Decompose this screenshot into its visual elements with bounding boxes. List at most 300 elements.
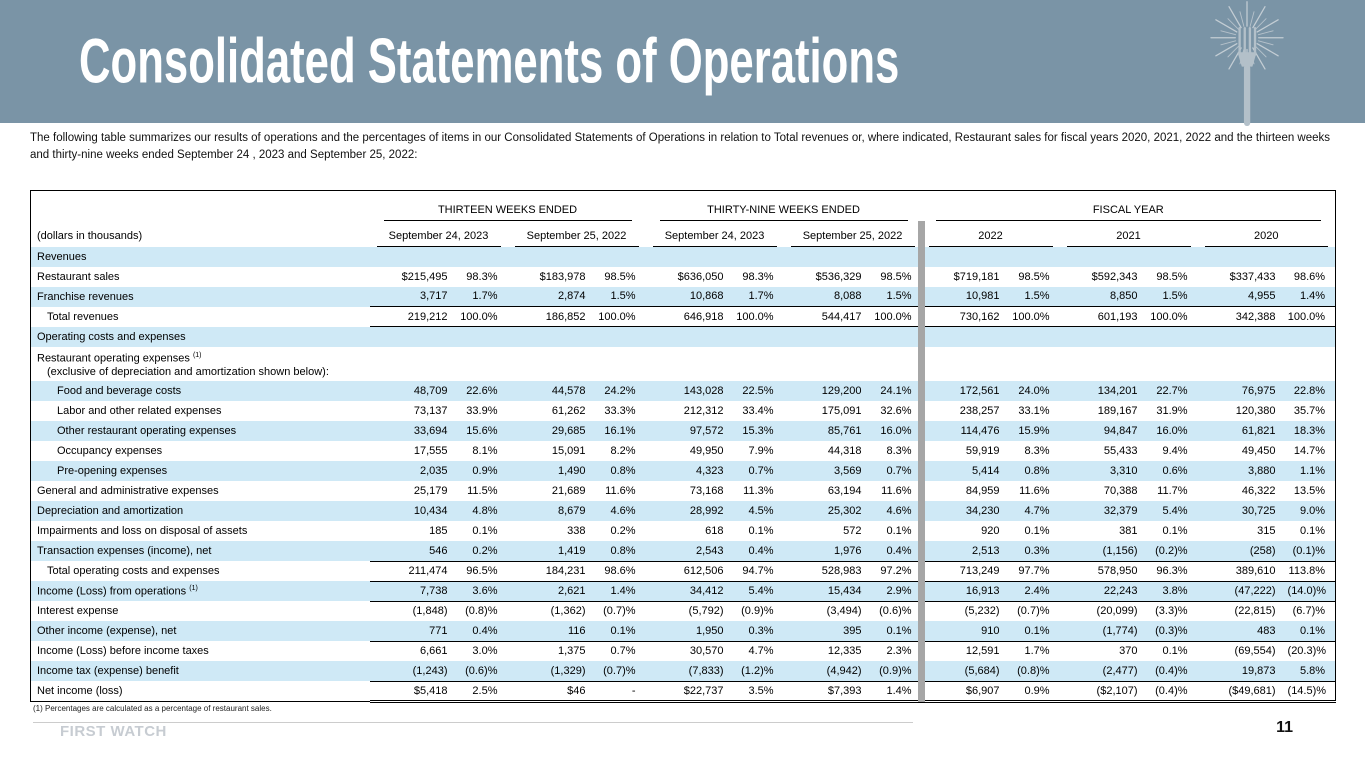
cell-value: 33.4% (742, 405, 774, 418)
cell-value: 8.3% (1024, 445, 1050, 458)
cell-value: 2,543 (646, 541, 732, 561)
cell-value: 100.0% (732, 307, 784, 327)
cell-value: 97.2% (870, 561, 922, 581)
cell-value: $46 (508, 681, 594, 701)
cell-value: (47,222) (1198, 581, 1284, 601)
cell-value: 33,694 (370, 421, 456, 441)
cell-value: 73,168 (689, 485, 724, 498)
row-label: Depreciation and amortization (31, 501, 370, 521)
cell-value: 15.3% (732, 421, 784, 441)
cell-value: 25,179 (413, 485, 448, 498)
cell-value: 342,388 (1198, 307, 1284, 327)
cell-value: 572 (843, 525, 862, 538)
cell-value: 0.1% (1284, 621, 1336, 641)
cell-value: (0.7)% (603, 605, 636, 618)
cell-value: 24.2% (594, 381, 646, 401)
cell-value: 22.6% (456, 381, 508, 401)
cell-value: 46,322 (1241, 485, 1276, 498)
cell-value: (5,792) (688, 605, 724, 618)
cell-value: 338 (567, 525, 586, 538)
cell-value: ($49,681) (1198, 681, 1284, 701)
table-row (31, 307, 1336, 327)
column-header: 2021 (1060, 221, 1198, 247)
cell-value: 9.0% (1284, 501, 1336, 521)
cell-value: 34,412 (646, 581, 732, 601)
cell-value: (0.2)% (1146, 541, 1198, 561)
cell-value: 100.0% (870, 307, 922, 327)
row-label: Other restaurant operating expenses (31, 421, 370, 441)
table-row (31, 561, 1336, 581)
cell-value: 1.5% (1146, 287, 1198, 307)
table-head (31, 191, 1336, 247)
cell-value: 0.2% (610, 525, 636, 538)
row-label: Income (Loss) before income taxes (37, 645, 209, 658)
cell-value: 97.7% (1008, 561, 1060, 581)
cell-value: 113.8% (1284, 561, 1336, 581)
cell-value: 4.6% (870, 501, 922, 521)
cell-value: 370 (1119, 645, 1138, 658)
cell-value: 910 (922, 621, 1008, 641)
cell-value: 1,419 (508, 541, 594, 561)
cell-value: 32,379 (1060, 501, 1146, 521)
cell-value: (0.9)% (870, 661, 922, 681)
cell-value: 13.5% (1293, 485, 1326, 498)
cell-value: $7,393 (784, 681, 870, 701)
cell-value: 730,162 (922, 307, 1008, 327)
cell-value: (1,329) (508, 661, 594, 681)
cell-value: 646,918 (646, 307, 732, 327)
cell-value: 2.4% (1008, 581, 1060, 601)
cell-value: 22.5% (732, 381, 784, 401)
cell-value: 612,506 (646, 561, 732, 581)
cell-value: 0.6% (1146, 461, 1198, 481)
cell-value: (1,848) (412, 605, 448, 618)
cell-value: 1,976 (784, 541, 870, 561)
row-label: Food and beverage costs (31, 381, 370, 401)
cell-value: 5.8% (1284, 661, 1336, 681)
cell-value: (7,833) (646, 661, 732, 681)
cell-value: 4,955 (1198, 287, 1284, 307)
cell-value: 1,375 (557, 645, 586, 658)
corner-cell (31, 191, 370, 221)
cell-value: 6,661 (419, 645, 448, 658)
group-header: THIRTEEN WEEKS ENDED (370, 191, 646, 221)
column-header-row (31, 221, 1336, 247)
cell-value: 98.5% (880, 270, 912, 283)
cell-value: (20,099) (1096, 605, 1138, 618)
section-row: Operating costs and expenses (31, 327, 1336, 347)
cell-value: 24.1% (870, 381, 922, 401)
cell-value: 0.1% (1162, 645, 1188, 658)
cell-value: 11.6% (1019, 485, 1050, 498)
cell-value: 0.1% (748, 525, 774, 538)
cell-value: 25,302 (784, 501, 870, 521)
cell-value: 1,950 (646, 621, 732, 641)
cell-value: 100.0% (1146, 307, 1198, 327)
cell-value: 10,868 (646, 287, 732, 307)
cell-value: (5,684) (922, 661, 1008, 681)
cell-value: $6,907 (922, 681, 1008, 701)
row-label: Transaction expenses (income), net (31, 541, 370, 561)
cell-value: 34,230 (922, 501, 1008, 521)
cell-value: (0.8)% (465, 605, 498, 618)
cell-value: 7,738 (370, 581, 456, 601)
cell-value: 2,035 (370, 461, 456, 481)
cell-value: 48,709 (370, 381, 456, 401)
cell-value: 5.4% (732, 581, 784, 601)
row-label: Impairments and loss on disposal of assets (37, 525, 248, 538)
page-title: Consolidated Statements of Operations (79, 26, 900, 98)
cell-value: 2.5% (456, 681, 508, 701)
cell-value: 16.0% (1146, 421, 1198, 441)
cell-value: 4.6% (594, 501, 646, 521)
cell-value: 0.4% (456, 621, 508, 641)
table-row (31, 481, 1336, 501)
cell-value: 544,417 (784, 307, 870, 327)
cell-value: 1.4% (594, 581, 646, 601)
cell-value: 33.3% (604, 405, 636, 418)
cell-value: 84,959 (965, 485, 1000, 498)
cell-value: 49,950 (689, 445, 724, 458)
cell-value: 94.7% (732, 561, 784, 581)
cell-value: 114,476 (922, 421, 1008, 441)
cell-value: $636,050 (677, 270, 724, 283)
cell-value: 0.3% (732, 621, 784, 641)
cell-value: 100.0% (1008, 307, 1060, 327)
cell-value: 2,621 (508, 581, 594, 601)
label-header: (dollars in thousands) (37, 229, 143, 242)
table-wrapper (30, 190, 1335, 703)
group-header: FISCAL YEAR (922, 191, 1336, 221)
cell-value: 0.7% (732, 461, 784, 481)
cell-value: 4.7% (748, 645, 774, 658)
footnote: (1) Percentages are calculated as a percentage of restaurant sales. (33, 704, 913, 723)
cell-value: 15.9% (1008, 421, 1060, 441)
cell-value: 3.8% (1146, 581, 1198, 601)
cell-value: 175,091 (821, 405, 862, 418)
cell-value: 4,323 (646, 461, 732, 481)
table-row (31, 661, 1336, 681)
cell-value: 100.0% (456, 307, 508, 327)
cell-value: 98.3% (466, 270, 498, 283)
cell-value: 11.5% (467, 485, 498, 498)
cell-value: 185 (429, 525, 448, 538)
statements-table (30, 190, 1336, 703)
cell-value: 28,992 (646, 501, 732, 521)
table-row (31, 267, 1336, 287)
cell-value: 546 (370, 541, 456, 561)
cell-value: 30,725 (1198, 501, 1284, 521)
cell-value: 22.8% (1284, 381, 1336, 401)
row-label: General and administrative expenses (37, 485, 219, 498)
table-row (31, 287, 1336, 307)
cell-value: 0.2% (456, 541, 508, 561)
table-row (31, 501, 1336, 521)
cell-value: (1,774) (1060, 621, 1146, 641)
cell-value: 3.6% (456, 581, 508, 601)
cell-value: 33.9% (466, 405, 498, 418)
cell-value: 1.4% (870, 681, 922, 701)
cell-value: 12,335 (827, 645, 862, 658)
period-divider-bar (918, 221, 925, 702)
cell-value: (0.8)% (1008, 661, 1060, 681)
cell-value: 100.0% (1284, 307, 1336, 327)
cell-value: 0.8% (594, 541, 646, 561)
cell-value: 143,028 (646, 381, 732, 401)
cell-value: 1.7% (456, 287, 508, 307)
cell-value: 0.1% (1299, 525, 1326, 538)
cell-value: 0.4% (870, 541, 922, 561)
cell-value: 76,975 (1198, 381, 1284, 401)
cell-value: (6.7)% (1292, 605, 1326, 618)
cell-value: 129,200 (784, 381, 870, 401)
group-header-row (31, 191, 1336, 221)
brand-logo: FIRST WATCH (60, 723, 167, 740)
cell-value: 5,414 (922, 461, 1008, 481)
cell-value: (14.5)% (1284, 681, 1336, 701)
cell-value: 98.5% (604, 270, 636, 283)
table-row (31, 461, 1336, 481)
cell-value: 15.6% (456, 421, 508, 441)
section-row: Revenues (31, 247, 1336, 267)
cell-value: (69,554) (1234, 645, 1276, 658)
cell-value: 0.3% (1008, 541, 1060, 561)
cell-value: (0.7)% (594, 661, 646, 681)
cell-value: (22,815) (1234, 605, 1276, 618)
cell-value: 98.6% (594, 561, 646, 581)
cell-value: 0.1% (1008, 621, 1060, 641)
cell-value: (0.6)% (879, 605, 912, 618)
column-header: September 25, 2022 (784, 221, 922, 247)
cell-value: (0.4)% (1146, 681, 1198, 701)
cell-value: (0.1)% (1284, 541, 1336, 561)
cell-value: 85,761 (784, 421, 870, 441)
row-label: Total revenues (47, 310, 119, 323)
cell-value: 0.1% (886, 525, 912, 538)
intro-paragraph: The following table summarizes our results of operations and the percentages of items in our Consolidated Statements of Operations in relation to Total revenues or, where indicated, Restaurant sales for fiscal years 2020, 2021, 2022 and the thirteen weeks and thirty-nine weeks ended September 24 , 2023 and September 25, 2022: (30, 132, 1331, 161)
cell-value: 24.0% (1008, 381, 1060, 401)
cell-value: 8.2% (610, 445, 636, 458)
cell-value: 1.7% (1024, 645, 1050, 658)
cell-value: 389,610 (1198, 561, 1284, 581)
cell-value: 30,570 (689, 645, 724, 658)
cell-value: 3,569 (784, 461, 870, 481)
row-label: Income (Loss) from operations $^{(1)}$ (31, 581, 370, 601)
cell-value: (0.3)% (1146, 621, 1198, 641)
row-label: Occupancy expenses (57, 445, 163, 458)
cell-value: 1.5% (870, 287, 922, 307)
cell-value: (0.6)% (456, 661, 508, 681)
cell-value: 1.5% (594, 287, 646, 307)
cell-value: ($2,107) (1060, 681, 1146, 701)
cell-value: 618 (705, 525, 724, 538)
cell-value: 0.1% (594, 621, 646, 641)
column-header: September 24, 2023 (646, 221, 784, 247)
cell-value: 14.7% (1293, 445, 1326, 458)
cell-value: 7.9% (748, 445, 774, 458)
cell-value: 0.7% (610, 645, 636, 658)
cell-value: $719,181 (953, 270, 1000, 283)
cell-value: 713,249 (922, 561, 1008, 581)
cell-value: 601,193 (1060, 307, 1146, 327)
cell-value: 238,257 (959, 405, 1000, 418)
cell-value: 8.1% (472, 445, 498, 458)
cell-value: 100.0% (594, 307, 646, 327)
cell-value: (14.0)% (1284, 581, 1336, 601)
cell-value: 12,591 (965, 645, 1000, 658)
cell-value: (1.2)% (732, 661, 784, 681)
cell-value: (1,243) (370, 661, 456, 681)
cell-value: $215,495 (401, 270, 448, 283)
row-label: Other income (expense), net (31, 621, 370, 641)
cell-value: 11.6% (605, 485, 636, 498)
cell-value: 11.7% (1157, 485, 1188, 498)
cell-value: $5,418 (370, 681, 456, 701)
column-header: September 25, 2022 (508, 221, 646, 247)
cell-value: 219,212 (370, 307, 456, 327)
cell-value: (4,942) (784, 661, 870, 681)
cell-value: 63,194 (827, 485, 862, 498)
cell-value: 94,847 (1060, 421, 1146, 441)
cell-value: 3,310 (1060, 461, 1146, 481)
cell-value: 381 (1119, 525, 1138, 538)
cell-value: 1.1% (1284, 461, 1336, 481)
cell-value: 1.4% (1284, 287, 1336, 307)
cell-value: 134,201 (1060, 381, 1146, 401)
cell-value: 186,852 (508, 307, 594, 327)
row-label: Restaurant sales (37, 270, 120, 283)
cell-value: 0.1% (1162, 525, 1188, 538)
cell-value: 73,137 (413, 405, 448, 418)
cell-value: 920 (981, 525, 1000, 538)
cell-value: 15,434 (784, 581, 870, 601)
cell-value: - (594, 681, 646, 701)
cell-value: 44,318 (827, 445, 862, 458)
cell-value: 70,388 (1103, 485, 1138, 498)
cell-value: 0.9% (1008, 681, 1060, 701)
cell-value: $22,737 (646, 681, 732, 701)
cell-value: 0.7% (870, 461, 922, 481)
cell-value: 315 (1257, 525, 1276, 538)
column-header: 2020 (1198, 221, 1336, 247)
cell-value: 11.6% (881, 485, 912, 498)
table-row (31, 401, 1336, 421)
cell-value: 59,919 (965, 445, 1000, 458)
cell-value: 22.7% (1146, 381, 1198, 401)
label-row: Restaurant operating expenses $^{(1)}$ (exclusive of depreciation and amortization shown below): (37, 351, 329, 379)
cell-value: 1.7% (732, 287, 784, 307)
cell-value: 15,091 (551, 445, 586, 458)
cell-value: 16.0% (870, 421, 922, 441)
cell-value: $536,329 (815, 270, 862, 283)
cell-value: 16.1% (594, 421, 646, 441)
cell-value: 29,685 (508, 421, 594, 441)
cell-value: 18.3% (1284, 421, 1336, 441)
cell-value: 8,088 (784, 287, 870, 307)
cell-value: (20.3)% (1287, 645, 1327, 658)
table-row (31, 541, 1336, 561)
cell-value: 2.9% (870, 581, 922, 601)
cell-value: 8,850 (1060, 287, 1146, 307)
cell-value: (0.9)% (741, 605, 774, 618)
row-label: Total operating costs and expenses (47, 565, 220, 578)
cell-value: (1,156) (1060, 541, 1146, 561)
page-number: 11 (1276, 719, 1293, 736)
cell-value: 1,490 (508, 461, 594, 481)
cell-value: 5.4% (1146, 501, 1198, 521)
cell-value: 16,913 (922, 581, 1008, 601)
cell-value: (0.4)% (1146, 661, 1198, 681)
cell-value: 98.5% (1018, 270, 1050, 283)
cell-value: 528,983 (784, 561, 870, 581)
table-row (31, 381, 1336, 401)
table-row (31, 581, 1336, 601)
cell-value: 96.3% (1146, 561, 1198, 581)
fork-dandelion-icon (1187, 0, 1307, 135)
cell-value: 4.7% (1008, 501, 1060, 521)
cell-value: 35.7% (1293, 405, 1326, 418)
cell-value: (258) (1198, 541, 1284, 561)
cell-value: 11.3% (743, 485, 774, 498)
cell-value: 3,880 (1198, 461, 1284, 481)
cell-value: 61,821 (1198, 421, 1284, 441)
cell-value: 33.1% (1018, 405, 1050, 418)
cell-value: 0.9% (456, 461, 508, 481)
cell-value: 8,679 (508, 501, 594, 521)
cell-value: 0.1% (1024, 525, 1050, 538)
cell-value: 0.8% (594, 461, 646, 481)
cell-value: 19,873 (1198, 661, 1284, 681)
cell-value: 21,689 (551, 485, 586, 498)
cell-value: 3.0% (472, 645, 498, 658)
row-label: Net income (loss) (37, 684, 123, 697)
cell-value: 17,555 (413, 445, 448, 458)
table-row (31, 421, 1336, 441)
cell-value: 2,874 (508, 287, 594, 307)
cell-value: 2,513 (922, 541, 1008, 561)
cell-value: 98.6% (1293, 270, 1326, 283)
cell-value: 395 (784, 621, 870, 641)
cell-value: 120,380 (1235, 405, 1276, 418)
cell-value: 3,717 (370, 287, 456, 307)
cell-value: 96.5% (456, 561, 508, 581)
cell-value: (2,477) (1060, 661, 1146, 681)
cell-value: 771 (370, 621, 456, 641)
cell-value: $337,433 (1229, 270, 1276, 283)
cell-value: 55,433 (1103, 445, 1138, 458)
cell-value: 32.6% (880, 405, 912, 418)
cell-value: 10,981 (922, 287, 1008, 307)
cell-value: (3,494) (826, 605, 862, 618)
table-row (31, 641, 1336, 661)
cell-value: $592,343 (1091, 270, 1138, 283)
cell-value: 49,450 (1241, 445, 1276, 458)
row-label: Labor and other related expenses (57, 405, 222, 418)
table-row (31, 621, 1336, 641)
table-row (31, 521, 1336, 541)
cell-value: 211,474 (370, 561, 456, 581)
cell-value: 184,231 (508, 561, 594, 581)
cell-value: 172,561 (922, 381, 1008, 401)
row-label: Income tax (expense) benefit (31, 661, 370, 681)
cell-value: 1.5% (1008, 287, 1060, 307)
cell-value: 10,434 (370, 501, 456, 521)
cell-value: 4.8% (456, 501, 508, 521)
cell-value: 9.4% (1162, 445, 1188, 458)
cell-value: 0.1% (472, 525, 498, 538)
cell-value: 189,167 (1097, 405, 1138, 418)
group-header: THIRTY-NINE WEEKS ENDED (646, 191, 922, 221)
